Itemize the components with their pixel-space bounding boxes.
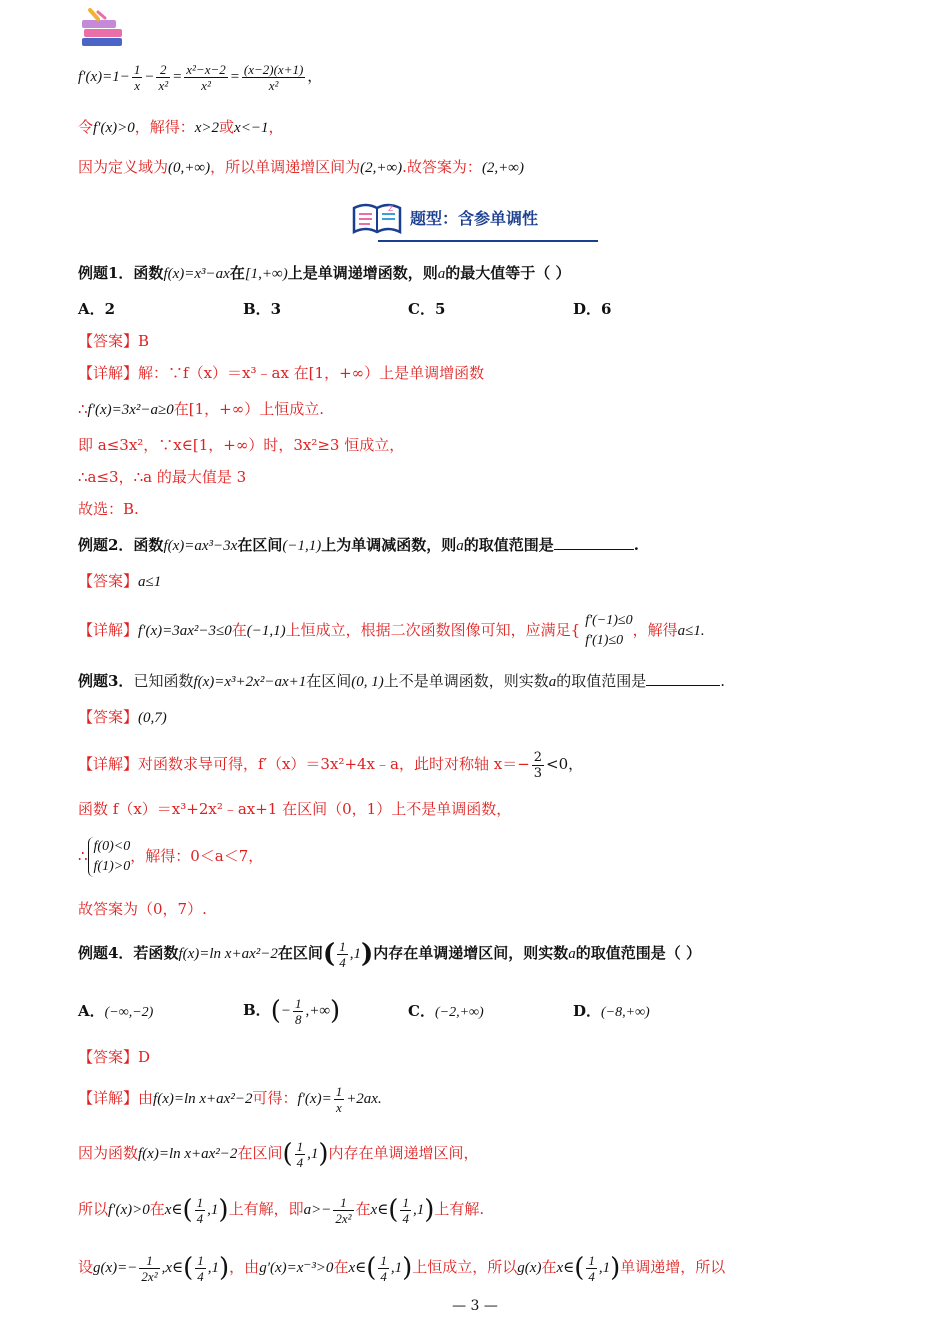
example-1-option-a: A．2 bbox=[78, 300, 116, 318]
example-1-option-b: B．3 bbox=[243, 300, 282, 318]
example-2-answer: 【答案】a≤1 bbox=[78, 572, 162, 590]
example-4-detail-2: 因为函数f(x)=ln x+ax²−2在区间( $\frac{1}{4}$ ,1)内存在单调递增区间， bbox=[78, 1138, 479, 1170]
section-title: 题型：含参单调性 bbox=[410, 209, 539, 228]
answer-blank bbox=[554, 535, 634, 550]
example-3-question: 例题3．已知函数f(x)=x³+2x²−ax+1在区间(0, 1)上不是单调函数，则实数a的取值范围是 . bbox=[78, 672, 726, 690]
example-1-detail-5: 故选：B. bbox=[78, 500, 139, 518]
section-underline bbox=[378, 240, 598, 242]
example-1-detail-4: ∴a≤3，∴a 的最大值是 3 bbox=[78, 468, 247, 486]
example-1-option-d: D．6 bbox=[573, 300, 612, 318]
solve-line: 令f′(x)>0，解得：x>2或x<−1， bbox=[78, 118, 284, 136]
open-book-icon bbox=[350, 202, 404, 240]
example-1-detail-3: 即 a≤3x²，∵x∈[1，+∞）时，3x²≥3 恒成立， bbox=[78, 436, 405, 454]
example-1-detail-1: 【详解】解：∵f（x）＝x³﹣ax 在[1，+∞）上是单调增函数 bbox=[78, 364, 485, 382]
books-icon bbox=[78, 8, 128, 50]
example-4-option-c: C．(−2,+∞) bbox=[408, 1002, 484, 1020]
example-1-answer: 【答案】B bbox=[78, 332, 150, 350]
domain-line: 因为定义域为(0,+∞)，所以单调递增区间为(2,+∞).故答案为：(2,+∞) bbox=[78, 158, 524, 176]
example-2-detail: 【详解】f′(x)=3ax²−3≤0在(−1,1)上恒成立，根据二次函数图像可知，应满足{ f′(−1)≤0 f′(1)≤0 ，解得a≤1. bbox=[78, 613, 705, 648]
example-4-option-b: B．(− $\frac{1}{8}$ ,+∞) bbox=[243, 995, 341, 1027]
page-number: — 3 — bbox=[452, 1298, 498, 1314]
example-1-detail-2: ∴f′(x)=3x²−a≥0在[1，+∞）上恒成立. bbox=[78, 400, 325, 418]
svg-text:z: z bbox=[388, 203, 394, 214]
example-4-detail-3: 所以f′(x)>0在x∈( $\frac{1}{4}$ ,1)上有解，即a>− $\frac{1}{\text{2x²}}$ 在x∈( $\frac{1}{4}$ ,1)上有解. bbox=[78, 1194, 485, 1226]
example-4-detail-4: 设g(x)=− $\frac{1}{\text{2x²}}$ ,x∈( $\frac{1}{4}$ ,1)，由g′(x)=x⁻³>0在x∈( $\frac{1}{4}$ ,1)上恒成立，所以g(x)在x∈( $\frac{1}{4}$ ,1)单调递增，所以 bbox=[78, 1252, 726, 1284]
example-4-option-a: A．(−∞,−2) bbox=[78, 1002, 154, 1020]
example-3-detail-2: 函数 f（x）＝x³+2x²﹣ax+1 在区间（0，1）上不是单调函数， bbox=[78, 800, 512, 818]
section-heading bbox=[350, 200, 600, 244]
derivative-line: f′(x)=1− $\frac{1}{x}$ − $\frac{2}{\text{x²}}$ = $\frac{\text{x²−x−2}}{\text{x²}}$ = $\frac{(x-2)(x+1)}{\text{x²}}$ ， bbox=[78, 62, 323, 93]
example-3-detail-3: ∴ f(0)<0 f(1)>0 ，解得：0＜a＜7， bbox=[78, 832, 263, 880]
example-4-answer: 【答案】D bbox=[78, 1048, 151, 1066]
example-4-detail-1: 【详解】由f(x)=ln x+ax²−2可得：f′(x)= $\frac{1}{x}$ +2ax. bbox=[78, 1083, 382, 1115]
example-1-option-c: C．5 bbox=[408, 300, 446, 318]
example-3-detail-1: 【详解】对函数求导可得，f′（x）＝3x²+4x﹣a，此时对称轴 x＝− $\frac{2}{3}$ <0， bbox=[78, 749, 584, 781]
example-3-answer: 【答案】(0,7) bbox=[78, 708, 167, 726]
example-4-question: 例题4．若函数f(x)=ln x+ax²−2在区间( $\frac{1}{4}$ ,1)内存在单调递增区间，则实数a的取值范围是（ ） bbox=[78, 938, 702, 970]
answer-blank bbox=[646, 671, 720, 686]
example-3-detail-4: 故答案为（0，7）. bbox=[78, 900, 207, 918]
example-4-option-d: D．(−8,+∞) bbox=[573, 1002, 650, 1020]
example-2-question: 例题2．函数f(x)=ax³−3x在区间(−1,1)上为单调减函数，则a的取值范围是 . bbox=[78, 536, 639, 554]
example-1-question: 例题1．函数f(x)=x³−ax在[1,+∞)上是单调递增函数，则a的最大值等于（ ） bbox=[78, 264, 571, 282]
